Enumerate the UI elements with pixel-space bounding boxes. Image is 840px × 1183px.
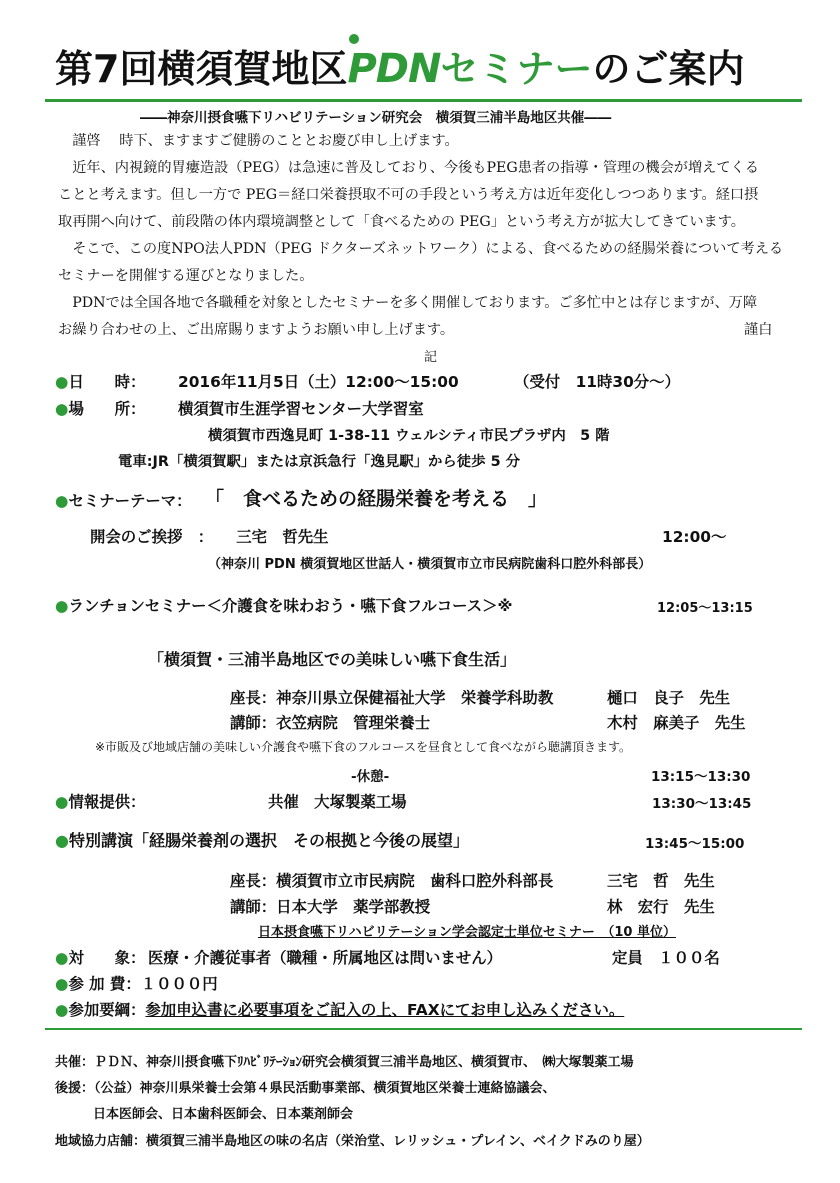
- greeting-line-4: 取再開へ向けて、前段階の体内環境調整として「食べるための PEG」という考え方が拡大してきています。: [58, 214, 745, 230]
- target-row: [55, 946, 145, 968]
- special-lecturer: 講師：日本大学 薬学部教授: [230, 898, 431, 916]
- luncheon-chair-name: 樋口 良子 先生: [607, 689, 731, 707]
- apply-value: 参加申込書に必要事項をご記入の上、FAXにてお申し込みください。: [145, 1001, 625, 1019]
- footer-sponsor: 共催：ＰＤＮ、神奈川摂食嚥下ﾘﾊﾋﾞﾘﾃｰｼｮﾝ研究会横須賀三浦半島地区、横須賀市、 ㈱大塚製薬工場: [55, 1055, 634, 1070]
- theme-value: 「 食べるための経腸栄養を考える 」: [205, 488, 548, 510]
- logo-dot-icon: [349, 34, 359, 44]
- bullet-icon: ●: [55, 400, 69, 418]
- luncheon-subtitle: 「横須賀・三浦半島地区での美味しい嚥下食生活」: [148, 650, 517, 669]
- special-time: 13:45～15:00: [645, 836, 745, 852]
- target-value: 医療・介護従事者（職種・所属地区は問いません）: [148, 949, 502, 967]
- footer-support-1: 後援：（公益）神奈川県栄養士会第４県民活動事業部、横須賀地区栄養士連絡協議会、: [55, 1081, 556, 1096]
- venue-row: [55, 397, 145, 419]
- luncheon-chair: 座長：神奈川県立保健福祉大学 栄養学科助教: [230, 689, 554, 707]
- venue-access: 電車:JR「横須賀駅」または京浜急行「逸見駅」から徒歩 5 分: [118, 454, 520, 470]
- greeting-line-7: PDNでは全国各地で各職種を対象としたセミナーを多く開催しております。ご多忙中とは存じますが、万障: [58, 295, 758, 311]
- apply-label: 参加要綱：: [68, 1001, 146, 1019]
- special-lecturer-name: 林 宏行 先生: [607, 898, 715, 916]
- info-value: 共催 大塚製薬工場: [268, 793, 407, 811]
- fee-row: [55, 972, 218, 994]
- info-time: 13:30～13:45: [652, 796, 752, 812]
- pdn-logo: [347, 46, 440, 92]
- special-chair: 座長：横須賀市立市民病院 歯科口腔外科部長: [230, 872, 554, 890]
- fee-label: 参 加 費：: [68, 975, 141, 993]
- bullet-icon: ●: [55, 373, 69, 391]
- closing-kenpaku: 謹白: [744, 322, 773, 338]
- opening-time: 12:00～: [662, 528, 727, 546]
- datetime-label: 日 時：: [68, 373, 146, 391]
- opening-note: （神奈川 PDN 横須賀地区世話人・横須賀市立市民病院歯科口腔外科部長）: [208, 557, 652, 572]
- greeting-line-1: 謹啓 時下、ますますご健勝のこととお慶び申し上げます。: [58, 133, 459, 149]
- break-time: 13:15～13:30: [651, 769, 751, 785]
- credit-note: 日本摂食嚥下リハビリテーション学会認定士単位セミナー （10 単位）: [258, 925, 676, 940]
- logo-text: PDN: [347, 46, 441, 92]
- footer-cooperation: 地域協力店舗：横須賀三浦半島地区の味の名店（栄治堂、レリッシュ・プレイン、ベイクドみのり屋）: [55, 1134, 650, 1149]
- subtitle: ――神奈川摂食嚥下リハビリテーション研究会 横須賀三浦半島地区共催――: [140, 110, 612, 126]
- opening-remarks: 開会のご挨拶 ： 三宅 哲先生: [90, 528, 329, 546]
- theme-row: [55, 489, 192, 511]
- special-row: [55, 828, 469, 851]
- info-label: 情報提供：: [68, 793, 146, 811]
- fee-value: １０００円: [140, 975, 218, 993]
- luncheon-lecturer: 講師：衣笠病院 管理栄養士: [230, 714, 431, 732]
- info-row: [55, 790, 145, 812]
- ki-mark: 記: [424, 350, 438, 365]
- capacity: 定員 １００名: [612, 949, 720, 967]
- greeting-line-8: お繰り合わせの上、ご出席賜りますようお願い申し上げます。: [58, 322, 455, 338]
- datetime-value: 2016年11月5日（土）12:00～15:00: [178, 373, 459, 391]
- footer-support-2: 日本医師会、日本歯科医師会、日本薬剤師会: [93, 1107, 354, 1122]
- special-label: 特別講演「経腸栄養剤の選択 その根拠と今後の展望」: [68, 831, 469, 850]
- bullet-icon: ●: [55, 492, 69, 510]
- target-label: 対 象：: [68, 949, 146, 967]
- luncheon-label: ランチョンセミナー＜介護食を味わおう・嚥下食フルコース＞※: [68, 597, 513, 615]
- luncheon-row: [55, 594, 513, 616]
- footer-divider: [45, 1028, 802, 1030]
- luncheon-time: 12:05～13:15: [657, 601, 753, 616]
- greeting-line-3: ことと考えます。但し一方で PEG＝経口栄養摂取不可の手段という考え方は近年変化しつつあります。経口摂: [58, 187, 759, 203]
- title-suffix: のご案内: [592, 47, 745, 91]
- greeting-line-6: セミナーを開催する運びとなりました。: [58, 268, 314, 284]
- venue-label: 場 所：: [68, 400, 146, 418]
- title-divider: [45, 99, 802, 102]
- bullet-icon: ●: [55, 949, 69, 967]
- title-prefix: 第7回横須賀地区: [55, 47, 348, 91]
- greeting-line-5: そこで、この度NPO法人PDN（PEG ドクターズネットワーク）による、食べるための経腸栄養について考える: [58, 241, 784, 257]
- break-label: -休憩-: [351, 769, 390, 785]
- bullet-icon: ●: [55, 793, 69, 811]
- datetime-row: [55, 370, 145, 392]
- luncheon-note: ※市販及び地域店舗の美味しい介護食や嚥下食のフルコースを昼食として食べながら聴講頂きます。: [95, 740, 632, 754]
- theme-label: セミナーテーマ：: [68, 492, 192, 510]
- reception-time: （受付 11時30分～）: [514, 373, 680, 391]
- bullet-icon: ●: [55, 975, 69, 993]
- bullet-icon: ●: [55, 831, 69, 850]
- special-chair-name: 三宅 哲 先生: [607, 872, 715, 890]
- page-title: [55, 38, 744, 93]
- bullet-icon: ●: [55, 1001, 69, 1019]
- venue-address: 横須賀市西逸見町 1-38-11 ウェルシティ市民プラザ内 5 階: [208, 428, 610, 444]
- title-seminar: セミナー: [440, 47, 593, 91]
- venue-name: 横須賀市生涯学習センター大学習室: [178, 400, 424, 418]
- greeting-line-2: 近年、内視鏡的胃瘻造設（PEG）は急速に普及しており、今後もPEG患者の指導・管理の機会が増えてくる: [58, 160, 759, 176]
- luncheon-lecturer-name: 木村 麻美子 先生: [607, 714, 746, 732]
- bullet-icon: ●: [55, 597, 69, 615]
- apply-row: [55, 998, 624, 1020]
